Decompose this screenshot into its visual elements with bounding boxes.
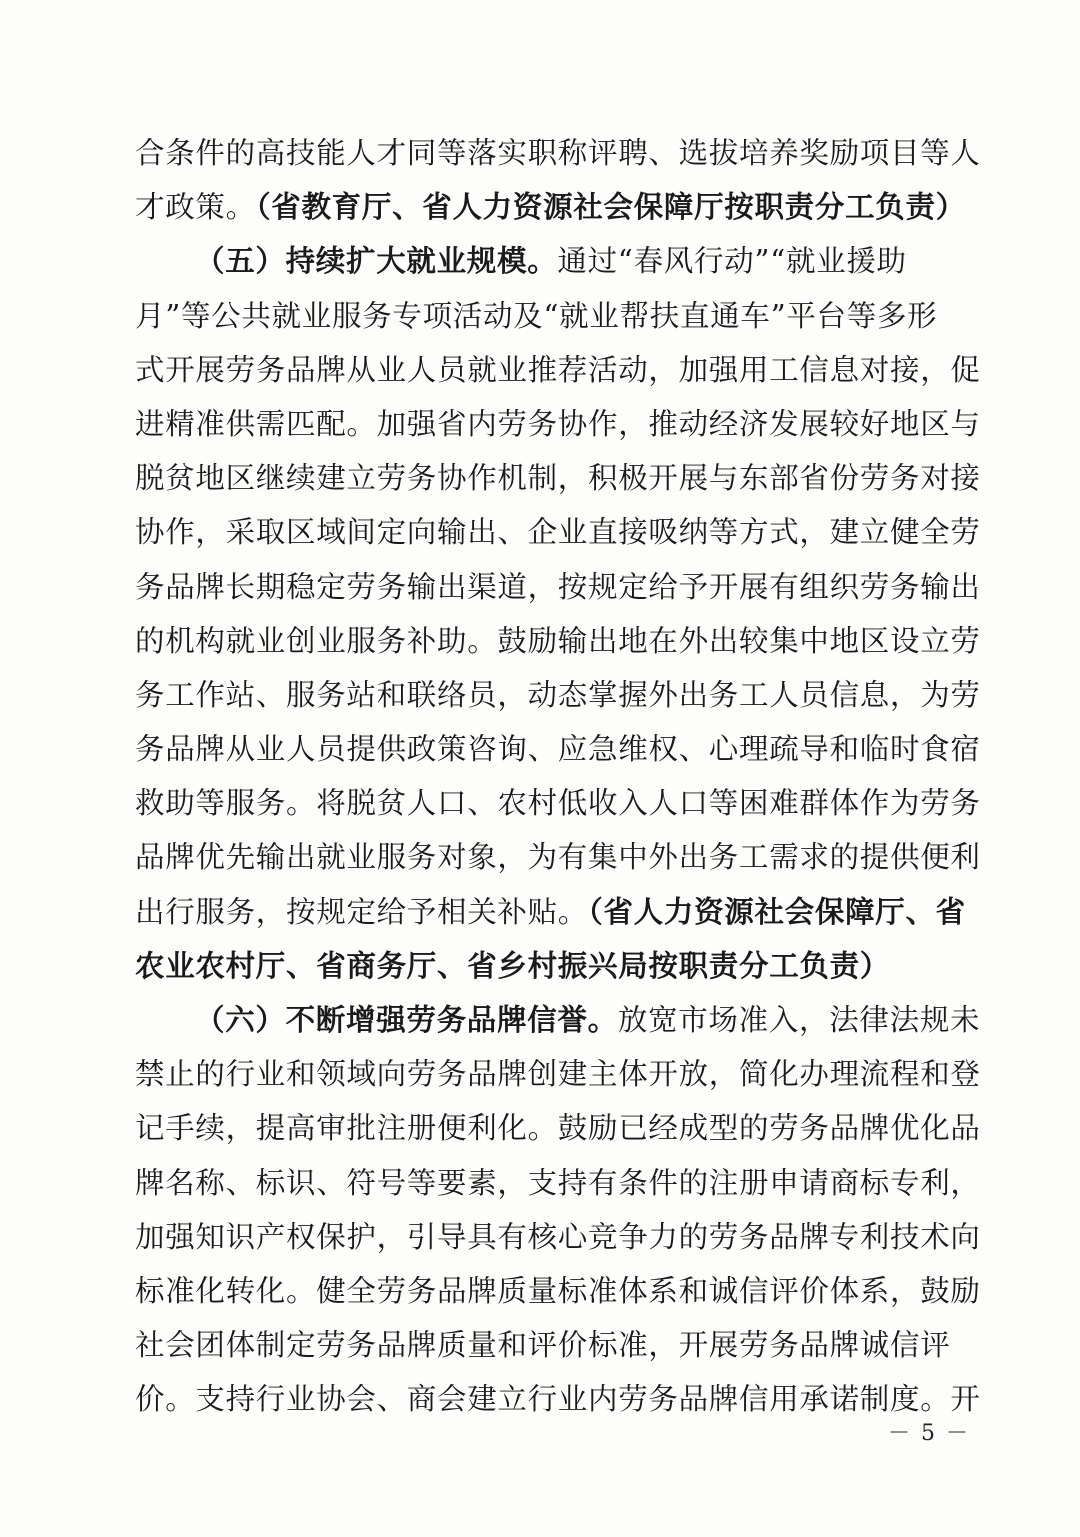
page-number: － 5 －	[888, 1421, 970, 1446]
bold-text-segment: 农业农村厅、省商务厅、省乡村振兴局按职责分工负责）	[135, 947, 891, 983]
text-line	[135, 126, 981, 180]
text-segment: 出行服务，按规定给予相关补贴。	[135, 894, 589, 929]
text-segment: 放宽市场准入，法律法规未	[617, 1003, 981, 1037]
text-segment: 禁止的行业和领域向劳务品牌创建主体开放，简化办理流程和登	[135, 1057, 981, 1092]
text-segment: 协作，采取区域间定向输出、企业直接吸纳等方式，建立健全劳	[135, 515, 981, 550]
text-line	[135, 885, 965, 939]
text-line	[135, 1047, 981, 1101]
text-line	[135, 939, 965, 993]
text-segment: 脱贫地区继续建立劳务协作机制，积极开展与东部省份劳务对接	[135, 461, 981, 496]
text-segment: 牌名称、标识、符号等要素，支持有条件的注册申请商标专利，	[135, 1165, 981, 1200]
text-segment: 务品牌长期稳定劳务输出渠道，按规定给予开展有组织劳务输出	[135, 569, 981, 604]
text-segment: 才政策。	[135, 190, 256, 225]
text-line	[135, 289, 965, 343]
text-segment: 合条件的高技能人才同等落实职称评聘、选拔培养奖励项目等人	[135, 136, 981, 170]
text-segment: 加强知识产权保护，引导具有核心竞争力的劳务品牌专利技术向	[135, 1219, 981, 1254]
text-line	[135, 234, 965, 288]
body-text	[135, 126, 981, 1427]
bold-text-segment: （省教育厅、省人力资源社会保障厅按职责分工负责）	[255, 189, 966, 225]
text-line	[135, 1101, 981, 1155]
text-line	[135, 451, 981, 505]
text-line	[135, 397, 981, 451]
text-segment: 务品牌从业人员提供政策咨询、应急维权、心理疏导和临时食宿	[135, 732, 981, 767]
bold-text-segment: （六）不断增强劳务品牌信誉。	[195, 1002, 618, 1037]
text-line	[135, 1156, 981, 1210]
text-segment: 救助等服务。将脱贫人口、农村低收入人口等困难群体作为劳务	[135, 786, 981, 821]
text-segment: 社会团体制定劳务品牌质量和评价标准，开展劳务品牌诚信评	[135, 1328, 951, 1363]
text-segment: 记手续，提高审批注册便利化。鼓励已经成型的劳务品牌优化品	[135, 1111, 981, 1146]
text-segment: 的机构就业创业服务补助。鼓励输出地在外出较集中地区设立劳	[135, 623, 981, 658]
text-segment: 标准化转化。健全劳务品牌质量标准体系和诚信评价体系，鼓励	[135, 1273, 981, 1308]
text-line	[135, 1264, 981, 1318]
text-line	[135, 830, 981, 884]
text-line	[135, 343, 981, 397]
text-line	[135, 1318, 965, 1372]
text-line	[135, 180, 965, 234]
text-line	[135, 776, 981, 830]
bold-text-segment: （省人力资源社会保障厅、省	[588, 893, 966, 929]
text-segment: 通过“春风行动”“就业援助	[557, 244, 907, 279]
text-segment: 进精准供需匹配。加强省内劳务协作，推动经济发展较好地区与	[135, 406, 981, 441]
text-line	[135, 560, 981, 614]
text-line	[135, 614, 981, 668]
text-line	[135, 993, 981, 1047]
text-line	[135, 722, 981, 776]
text-segment: 务工作站、服务站和联络员，动态掌握外出务工人员信息，为劳	[135, 677, 981, 712]
text-line	[135, 505, 981, 559]
text-segment: 品牌优先输出就业服务对象，为有集中外出务工需求的提供便利	[135, 840, 981, 875]
bold-text-segment: （五）持续扩大就业规模。	[195, 243, 558, 279]
text-line	[135, 1210, 981, 1264]
text-segment: 式开展劳务品牌从业人员就业推荐活动，加强用工信息对接，促	[135, 352, 981, 387]
text-segment: 价。支持行业协会、商会建立行业内劳务品牌信用承诺制度。开	[135, 1382, 981, 1417]
text-line	[135, 668, 981, 722]
text-segment: 月”等公共就业服务专项活动及“就业帮扶直通车”平台等多形	[135, 298, 938, 333]
text-line	[135, 1372, 981, 1426]
